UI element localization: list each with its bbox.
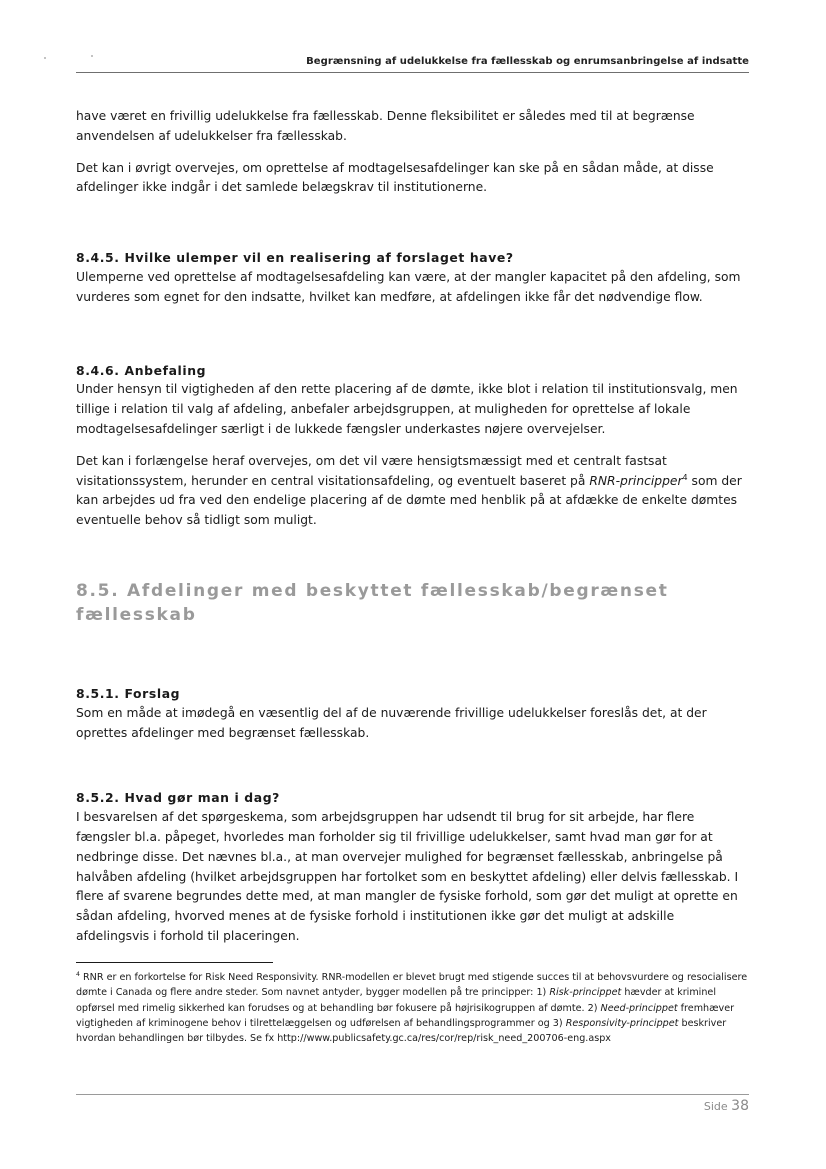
page-number	[560, 1098, 749, 1114]
footnote-text: hævder at kriminel opførsel med rimelig sikkerhed kan forudses og at behandling bør fokusere på højrisikogruppen af dømte. 2)	[76, 987, 716, 1014]
subsection-heading-8-5-1: 8.5.1. Forslag	[76, 685, 181, 701]
running-header: Begrænsning af udelukkelse fra fællesskab og enrumsanbringelse af indsatte	[306, 56, 749, 67]
footnote-emphasis: Responsivity-princippet	[565, 1017, 679, 1029]
subsection-heading-8-5-2: 8.5.2. Hvad gør man i dag?	[76, 790, 280, 806]
paragraph	[76, 452, 750, 531]
section-heading-8-5: 8.5. Afdelinger med beskyttet fællesskab/begrænset fællesskab	[76, 580, 669, 625]
footnote-emphasis: Need-princippet	[600, 1002, 678, 1014]
page-number-value: 38	[731, 1098, 749, 1114]
page-label: Side	[703, 1100, 728, 1113]
header-divider	[76, 72, 749, 73]
footnote-emphasis: Risk-princippet	[549, 987, 622, 999]
paragraph-text: som der kan arbejdes ud fra ved den endelige placering af de dømte med henblik på at afdække de enkelte dømtes eventuelle behov så tidligt som muligt.	[76, 473, 742, 528]
subsection-heading-8-4-6: 8.4.6. Anbefaling	[76, 362, 207, 378]
scan-speck	[44, 57, 46, 59]
paragraph: I besvarelsen af det spørgeskema, som arbejdsgruppen har udsendt til brug for sit arbejde, har flere fængsler bl.a. påpeget, hvorledes man forholder sig til frivillige udelukkelser, samt hvad man gør for at nedbringe disse. Det nævnes bl.a., at man overvejer mulighed for begrænset fællesskab, anbringelse på halvåben afdeling (hvilket arbejdsgruppen har fortolket som en beskyttet afdeling) eller delvis fællesskab. I flere af svarene begrundes dette med, at man mangler de fysiske forhold, som gør det muligt at oprette en sådan afdeling, hvorved menes at de fysiske forhold i institutionen ikke gør det muligt at adskille afdelingsvis i forhold til placeringen.	[76, 810, 739, 943]
paragraph-text: Det kan i forlængelse heraf overvejes, om det vil være hensigtsmæssigt med et centralt fastsat visitationssystem, herunder en central visitationsafdeling, og eventuelt baseret på	[76, 453, 667, 488]
subsection-heading-8-4-5: 8.4.5. Hvilke ulemper vil en realisering af forslaget have?	[76, 250, 514, 266]
paragraph: Som en måde at imødegå en væsentlig del af de nuværende frivillige udelukkelser foreslås det, at der oprettes afdelinger med begrænset fællesskab.	[76, 705, 707, 740]
paragraph: Under hensyn til vigtigheden af den rette placering af de dømte, ikke blot i relation til institutionsvalg, men tillige i relation til valg af afdeling, anbefaler arbejdsgruppen, at muligheden for oprettelse af lokale modtagelsesafdelinger særligt i de lukkede fængsler underkastes nøjere overvejelser.	[76, 382, 738, 436]
footnote-text: beskriver hvordan behandlingen bør tilbydes. Se fx http://www.publicsafety.gc.ca/res/cor/rep/risk_need_200706-eng.aspx	[76, 1017, 727, 1045]
emphasis-text: RNR-principper	[589, 473, 683, 488]
paragraph: Ulemperne ved oprettelse af modtagelsesafdeling kan være, at der mangler kapacitet på den afdeling, som vurderes som egnet for den indsatte, hvilket kan medføre, at afdelingen ikke får det nødvendige flow.	[76, 269, 741, 304]
paragraph: Det kan i øvrigt overvejes, om oprettelse af modtagelsesafdelinger kan ske på en sådan måde, at disse afdelinger ikke indgår i det samlede belægskrav til institutionerne.	[76, 160, 714, 195]
footnote-text: RNR er en forkortelse for Risk Need Responsivity. RNR-modellen er blevet brugt med stigende succes til at behovsvurdere og resocialisere dømte i Canada og flere andre steder. Som navnet antyder, bygger modellen på tre principper: 1)	[76, 972, 748, 999]
footnote-divider	[76, 962, 273, 963]
main-content	[76, 107, 750, 959]
footnote-marker: 4	[76, 970, 80, 978]
footnote-text: fremhæver vigtigheden af kriminogene behov i tilrettelæggelsen og udførelsen af behandlingsprogrammer og 3)	[76, 1002, 735, 1029]
paragraph: have været en frivillig udelukkelse fra fællesskab. Denne fleksibilitet er således med til at begrænse anvendelsen af udelukkelser fra fællesskab.	[76, 109, 695, 143]
footer-divider	[76, 1094, 749, 1095]
footnote-reference: 4	[682, 472, 688, 482]
footnote	[76, 970, 750, 1046]
